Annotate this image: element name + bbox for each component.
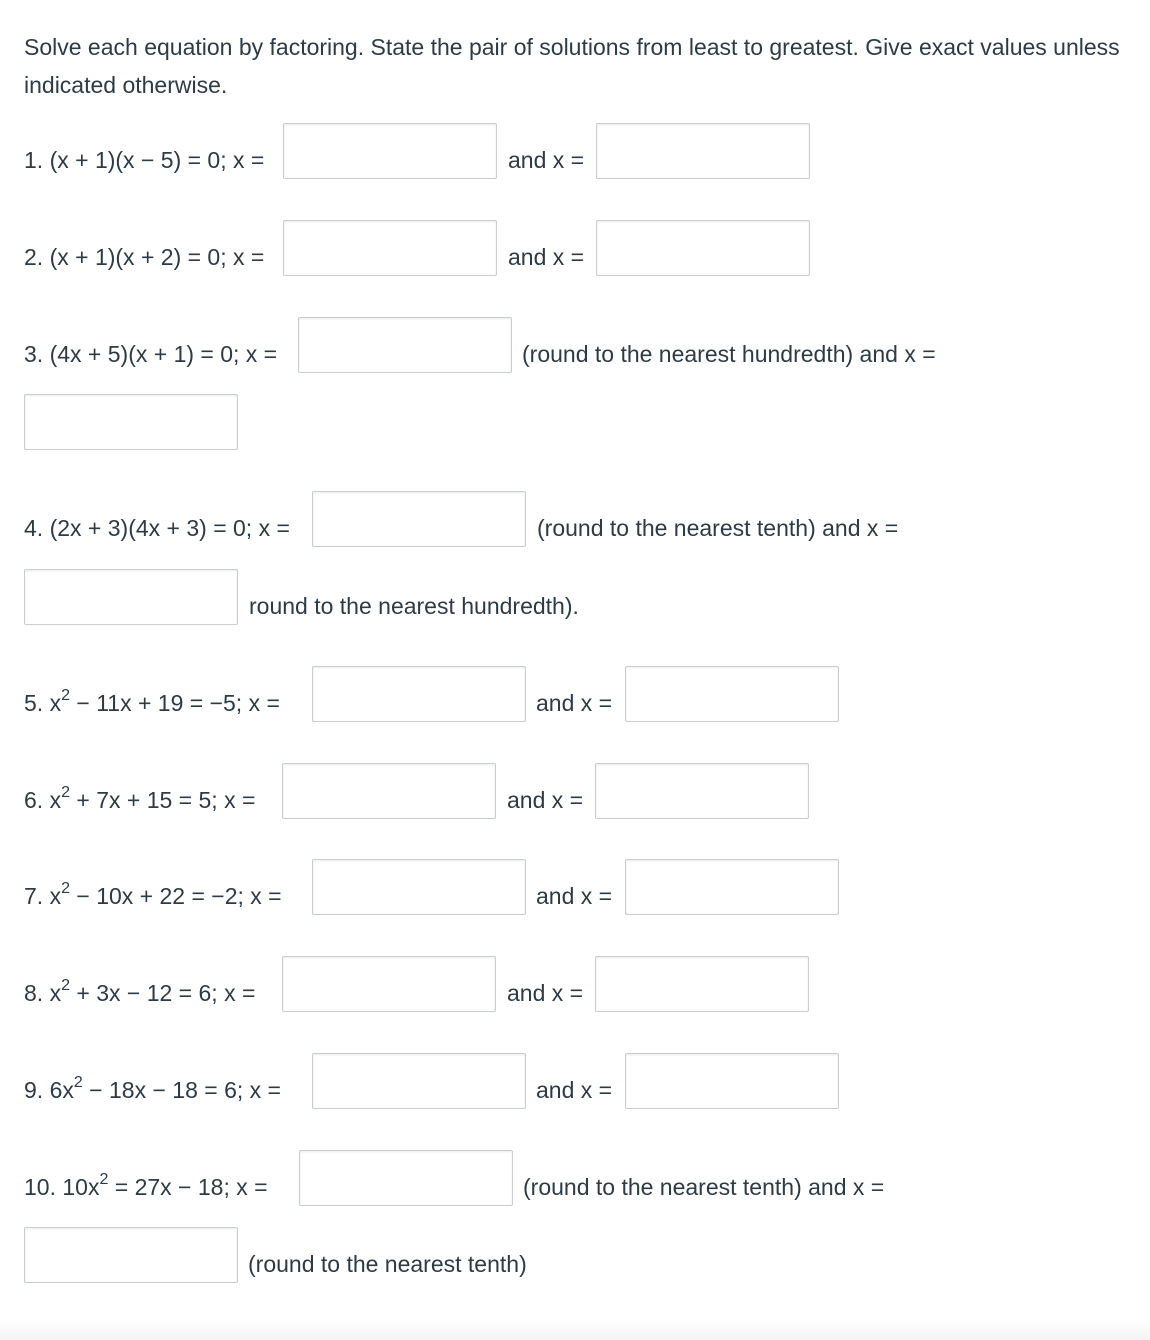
- problem-5-equation: [24, 689, 280, 717]
- problem-number: 3.: [24, 341, 44, 367]
- problem-number: 1.: [24, 147, 44, 173]
- problem-6-equation: [24, 786, 255, 814]
- problem-3-answer-2-input[interactable]: [24, 394, 238, 450]
- problem-10-round-note: (round to the nearest tenth): [248, 1251, 527, 1277]
- bottom-fade: [0, 1318, 1150, 1340]
- problem-1-answer-1-input[interactable]: [283, 123, 497, 179]
- problem-9-answer-2-input[interactable]: [625, 1053, 839, 1109]
- problem-4-equation: [24, 514, 290, 542]
- problem-6-answer-2-input[interactable]: [595, 763, 809, 819]
- equation-base: x: [49, 690, 62, 716]
- problem-2-equation: [24, 243, 264, 271]
- equation-base: 6x: [49, 1077, 74, 1103]
- problem-1-answer-2-input[interactable]: [596, 123, 810, 179]
- problem-3-equation: [24, 340, 277, 368]
- equation-rest: − 10x + 22 = −2; x =: [69, 883, 282, 909]
- exponent: 2: [61, 977, 70, 995]
- problem-1-and-label: and x =: [508, 147, 585, 173]
- problem-3-round-label: (round to the nearest hundredth) and x =: [522, 341, 936, 367]
- problem-8-and-label: and x =: [507, 980, 584, 1006]
- problem-4-round-label: (round to the nearest tenth) and x =: [537, 515, 899, 541]
- problem-2-answer-2-input[interactable]: [596, 220, 810, 276]
- exponent: 2: [61, 880, 70, 898]
- problem-9-and-label: and x =: [536, 1077, 613, 1103]
- problem-8-answer-1-input[interactable]: [282, 956, 496, 1012]
- problem-number: 2.: [24, 244, 44, 270]
- equation-text: (x + 1)(x + 2) = 0; x =: [49, 244, 265, 270]
- equation-text: (4x + 5)(x + 1) = 0; x =: [49, 341, 278, 367]
- equation-base: 10x: [62, 1174, 100, 1200]
- equation-rest: − 11x + 19 = −5; x =: [69, 690, 280, 716]
- problem-10-answer-2-input[interactable]: [24, 1227, 238, 1283]
- problem-7-answer-1-input[interactable]: [312, 859, 526, 915]
- problem-8-answer-2-input[interactable]: [595, 956, 809, 1012]
- problem-6-answer-1-input[interactable]: [282, 763, 496, 819]
- problem-10-answer-1-input[interactable]: [299, 1150, 513, 1206]
- exponent: 2: [99, 1171, 109, 1189]
- equation-base: x: [49, 787, 62, 813]
- problem-9-equation: [24, 1076, 281, 1104]
- problem-6-and-label: and x =: [507, 787, 584, 813]
- equation-base: x: [49, 883, 62, 909]
- problem-5-answer-2-input[interactable]: [625, 666, 839, 722]
- problem-4-round-note: round to the nearest hundredth).: [249, 593, 579, 619]
- problem-7-and-label: and x =: [536, 883, 613, 909]
- problem-10-round-label: (round to the nearest tenth) and x =: [523, 1174, 885, 1200]
- problem-number: 10.: [24, 1174, 56, 1200]
- problem-9-answer-1-input[interactable]: [312, 1053, 526, 1109]
- problem-2-answer-1-input[interactable]: [283, 220, 497, 276]
- equation-text: (2x + 3)(4x + 3) = 0; x =: [49, 515, 290, 541]
- equation-base: x: [49, 980, 62, 1006]
- equation-text: (x + 1)(x − 5) = 0; x =: [49, 147, 265, 173]
- problem-number: 8.: [24, 980, 44, 1006]
- problem-number: 5.: [24, 690, 44, 716]
- problem-number: 7.: [24, 883, 44, 909]
- equation-rest: + 3x − 12 = 6; x =: [69, 980, 256, 1006]
- equation-rest: = 27x − 18; x =: [108, 1174, 268, 1200]
- exponent: 2: [61, 784, 70, 802]
- problem-10-equation: [24, 1173, 268, 1201]
- problem-3-answer-1-input[interactable]: [298, 317, 512, 373]
- instructions: Solve each equation by factoring. State the pair of solutions from least to greatest. Give exact values unless indicated otherwise.: [24, 34, 1120, 98]
- problem-4-answer-2-input[interactable]: [24, 569, 238, 625]
- problem-5-and-label: and x =: [536, 690, 613, 716]
- exponent: 2: [73, 1074, 83, 1092]
- problem-2-and-label: and x =: [508, 244, 585, 270]
- problem-8-equation: [24, 979, 255, 1007]
- problem-number: 6.: [24, 787, 44, 813]
- problem-7-equation: [24, 882, 282, 910]
- problem-1-equation: [24, 146, 264, 174]
- exponent: 2: [61, 687, 70, 705]
- problem-5-answer-1-input[interactable]: [312, 666, 526, 722]
- equation-rest: − 18x − 18 = 6; x =: [82, 1077, 281, 1103]
- problem-number: 9.: [24, 1077, 44, 1103]
- problem-4-answer-1-input[interactable]: [312, 491, 526, 547]
- equation-rest: + 7x + 15 = 5; x =: [69, 787, 256, 813]
- problem-number: 4.: [24, 515, 44, 541]
- problem-7-answer-2-input[interactable]: [625, 859, 839, 915]
